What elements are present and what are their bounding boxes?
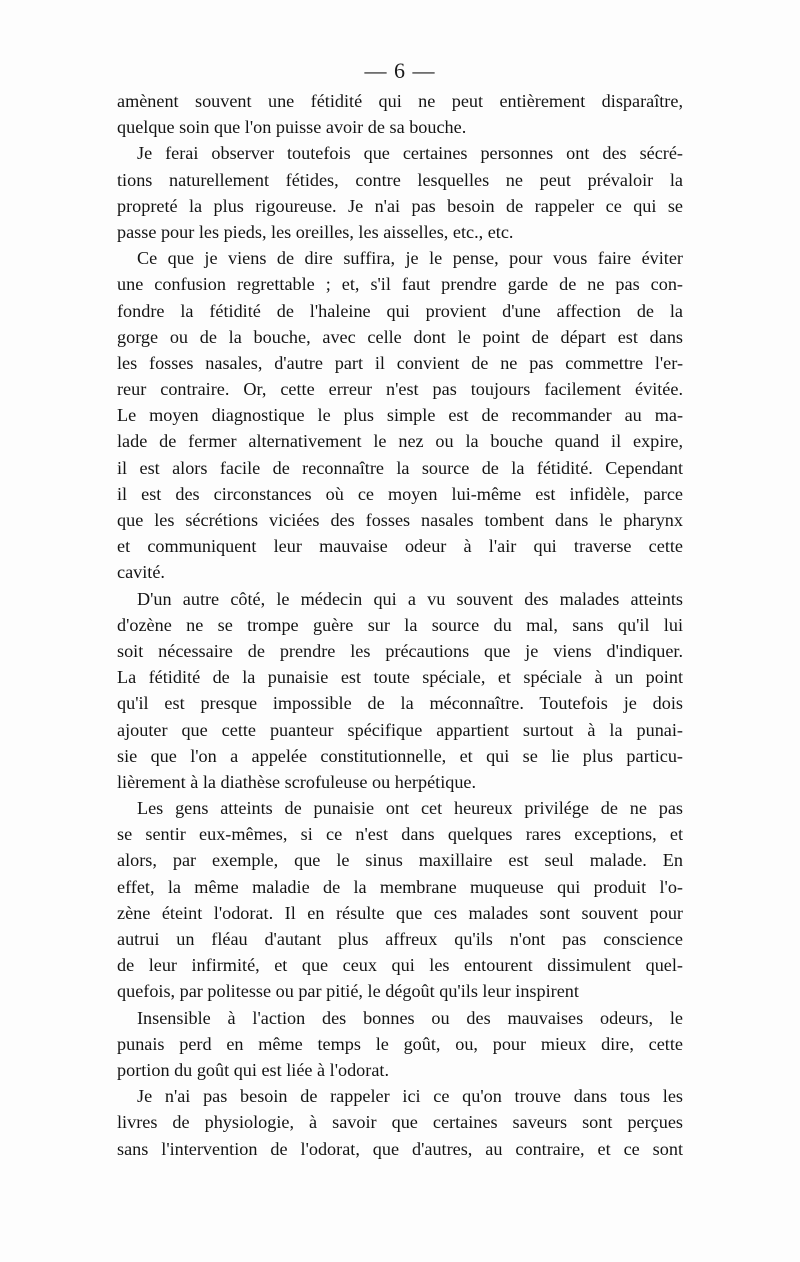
text-line: autrui un fléau d'autant plus affreux qu'ils n'ont pas conscience xyxy=(117,929,683,949)
text-line: propreté la plus rigoureuse. Je n'ai pas besoin de rappeler ce qui se xyxy=(117,195,683,216)
text-line: d'ozène ne se trompe guère sur la source du mal, sans qu'il lui xyxy=(117,614,683,635)
text-line: D'un autre côté, le médecin qui a vu souvent des malades atteints xyxy=(137,588,683,609)
text-line: sans l'intervention de l'odorat, que d'autres, au contraire, et ce sont xyxy=(117,1138,683,1159)
text-line: il est alors facile de reconnaître la source de la fétidité. Cependant xyxy=(117,457,683,478)
text-line: livres de physiologie, à savoir que certaines saveurs sont perçues xyxy=(117,1112,683,1133)
text-line: les fosses nasales, d'autre part il convient de ne pas commettre l'er- xyxy=(117,352,683,373)
text-line: que les sécrétions viciées des fosses nasales tombent dans le pharynx xyxy=(117,510,683,530)
text-line: amènent souvent une fétidité qui ne peut entièrement disparaître, xyxy=(117,91,683,111)
text-line: de leur infirmité, et que ceux qui les entourent dissimulent quel- xyxy=(117,955,683,976)
text-line: La fétidité de la punaisie est toute spéciale, et spéciale à un point xyxy=(117,667,683,688)
text-line: alors, par exemple, que le sinus maxillaire est seul malade. En xyxy=(117,850,683,871)
text-line: fondre la fétidité de l'haleine qui provient d'une affection de la xyxy=(117,300,683,321)
text-line: cavité. xyxy=(117,562,165,583)
text-line: et communiquent leur mauvaise odeur à l'air qui traverse cette xyxy=(117,536,683,557)
text-line: Ce que je viens de dire suffira, je le pense, pour vous faire éviter xyxy=(137,248,683,269)
text-line: Insensible à l'action des bonnes ou des mauvaises odeurs, le xyxy=(137,1007,683,1028)
body-text xyxy=(117,88,683,1162)
text-line: se sentir eux-mêmes, si ce n'est dans quelques rares exceptions, et xyxy=(117,824,683,845)
text-line: qu'il est presque impossible de la méconnaître. Toutefois je dois xyxy=(117,693,683,714)
text-line: Je ferai observer toutefois que certaines personnes ont des sécré- xyxy=(137,143,683,164)
text-line: Les gens atteints de punaisie ont cet heureux privilége de ne pas xyxy=(137,798,683,819)
text-line: ajouter que cette puanteur spécifique appartient surtout à la punai- xyxy=(117,719,683,740)
text-line: lièrement à la diathèse scrofuleuse ou herpétique. xyxy=(117,771,477,792)
text-line: quelque soin que l'on puisse avoir de sa bouche. xyxy=(117,117,467,138)
text-line: zène éteint l'odorat. Il en résulte que ces malades sont souvent pour xyxy=(117,902,683,923)
text-line: sie que l'on a appelée constitutionnelle, et qui se lie plus particu- xyxy=(117,745,683,766)
text-line: portion du goût qui est liée à l'odorat. xyxy=(117,1059,389,1080)
text-line: reur contraire. Or, cette erreur n'est pas toujours facilement évitée. xyxy=(117,379,683,400)
text-line: quefois, par politesse ou par pitié, le dégoût qu'ils leur inspirent xyxy=(117,981,579,1002)
text-line: soit nécessaire de prendre les précautions que je viens d'indiquer. xyxy=(117,640,683,661)
text-line: effet, la même maladie de la membrane muqueuse qui produit l'o- xyxy=(117,876,683,897)
text-line: gorge ou de la bouche, avec celle dont le point de départ est dans xyxy=(117,326,683,347)
page-number: — 6 — xyxy=(364,58,436,83)
text-line: lade de fermer alternativement le nez ou la bouche quand il expire, xyxy=(117,431,683,452)
text-line: passe pour les pieds, les oreilles, les aisselles, etc., etc. xyxy=(117,221,514,242)
text-line: Le moyen diagnostique le plus simple est de recommander au ma- xyxy=(117,405,683,426)
text-line: une confusion regrettable ; et, s'il faut prendre garde de ne pas con- xyxy=(117,274,683,295)
text-line: il est des circonstances où ce moyen lui-même est infidèle, parce xyxy=(117,483,683,504)
text-line: Je n'ai pas besoin de rappeler ici ce qu'on trouve dans tous les xyxy=(137,1086,683,1107)
text-line: tions naturellement fétides, contre lesquelles ne peut prévaloir la xyxy=(117,169,683,190)
text-line: punais perd en même temps le goût, ou, pour mieux dire, cette xyxy=(117,1033,683,1054)
